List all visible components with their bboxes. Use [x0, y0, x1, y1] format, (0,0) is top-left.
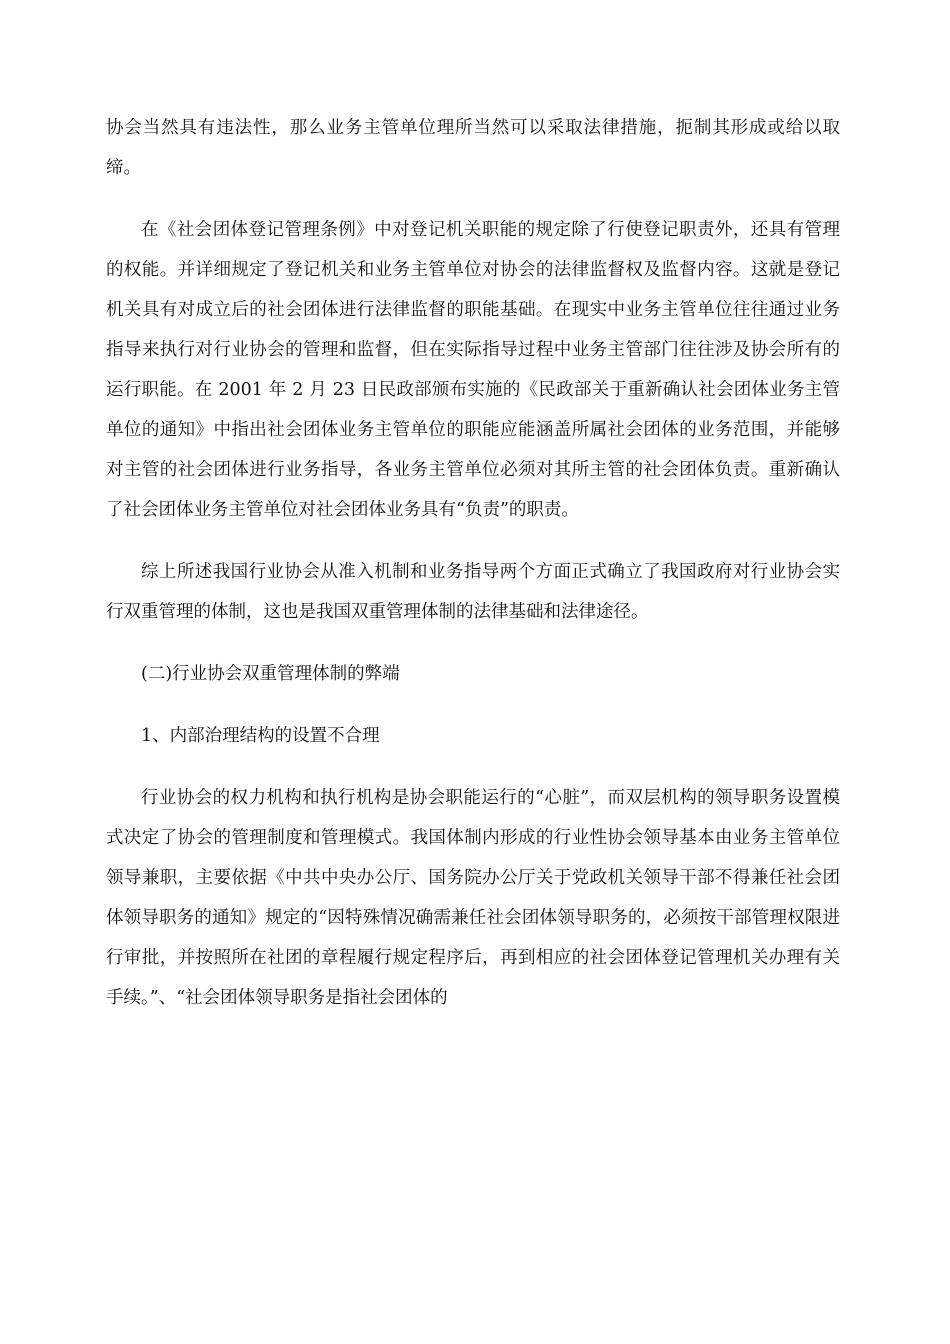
paragraph-continuation: 协会当然具有违法性，那么业务主管单位理所当然可以采取法律措施，扼制其形成或给以取缔。	[106, 118, 840, 178]
paragraph-registration-authority: 在《社会团体登记管理条例》中对登记机关职能的规定除了行使登记职责外，还具有管理的权能。并详细规定了登记机关和业务主管单位对协会的法律监督权及监督内容。这就是登记机关具有对成立后的社会团体进行法律监督的职能基础。在现实中业务主管单位往往通过业务指导来执行对行业协会的管理和监督，但在实际指导过程中业务主管部门往往涉及协会所有的运行职能。在 2001 年 2 月 23 日民政部颁布实施的《民政部关于重新确认社会团体业务主管单位的通知》中指出社会团体业务主管单位的职能应能涵盖所属社会团体的业务范围，并能够对主管的社会团体进行业务指导，各业务主管单位必须对其所主管的社会团体负责。重新确认了社会团体业务主管单位对社会团体业务具有“负责”的职责。	[106, 220, 840, 520]
paragraph-governance: 行业协会的权力机构和执行机构是协会职能运行的“心脏”，而双层机构的领导职务设置模式决定了协会的管理制度和管理模式。我国体制内形成的行业性协会领导基本由业务主管单位领导兼职，主要依据《中共中央办公厅、国务院办公厅关于党政机关领导干部不得兼任社会团体领导职务的通知》规定的“因特殊情况确需兼任社会团体领导职务的，必须按干部管理权限进行审批，并按照所在社团的章程履行规定程序后，再到相应的社会团体登记管理机关办理有关手续。”、“社会团体领导职务是指社会团体的	[106, 788, 840, 1008]
subsection-heading: 1、内部治理结构的设置不合理	[141, 726, 380, 746]
paragraph-summary: 综上所述我国行业协会从准入机制和业务指导两个方面正式确立了我国政府对行业协会实行双重管理的体制，这也是我国双重管理体制的法律基础和法律途径。	[106, 562, 840, 622]
section-heading: (二)行业协会双重管理体制的弊端	[141, 664, 400, 684]
document-body	[106, 108, 840, 1040]
